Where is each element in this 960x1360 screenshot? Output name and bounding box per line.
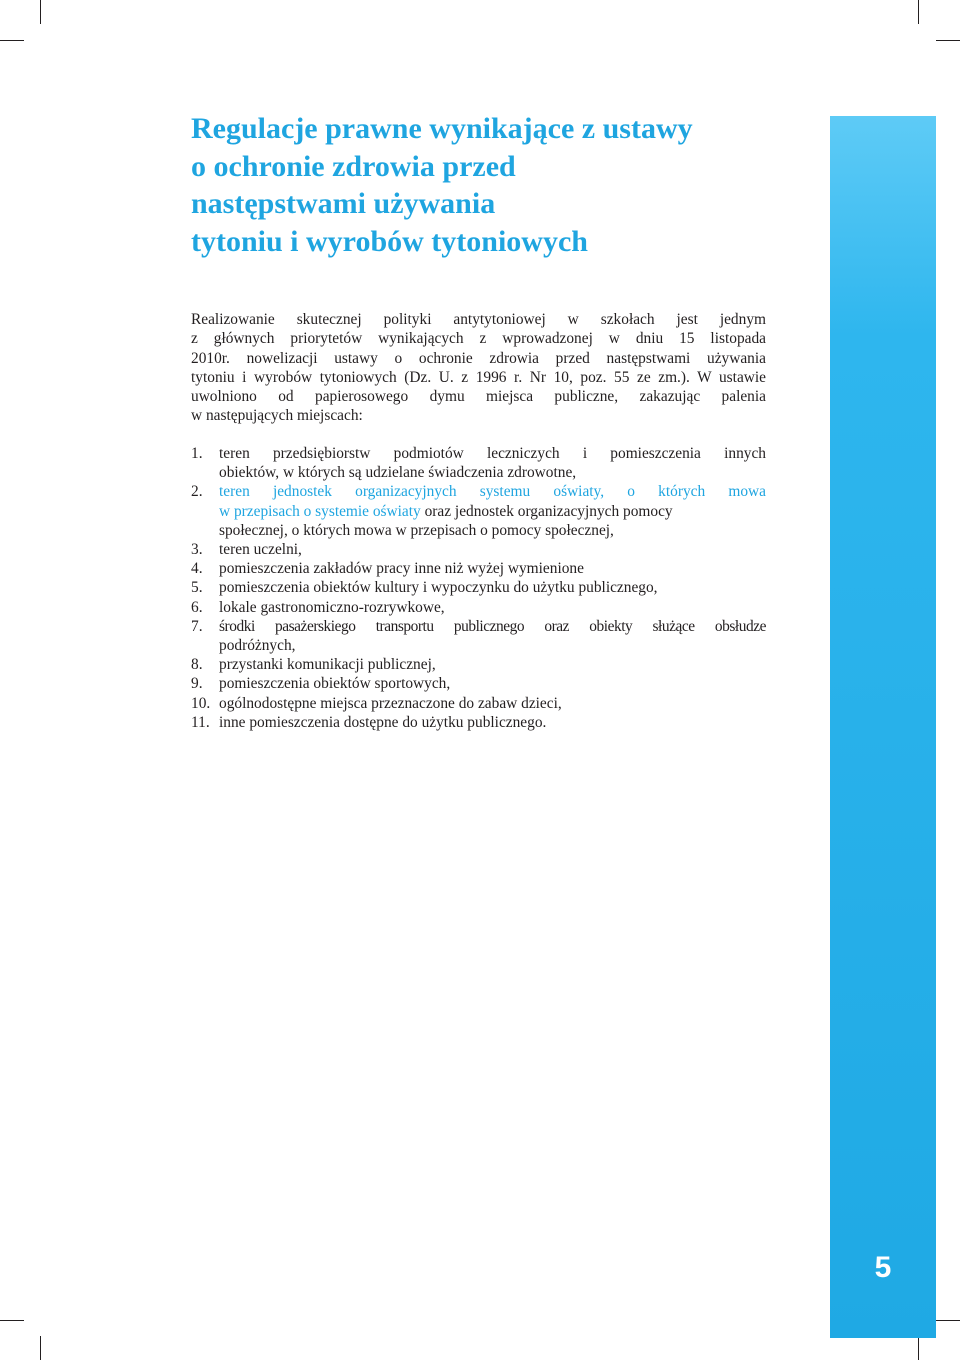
title-line: Regulacje prawne wynikające z ustawy xyxy=(191,112,693,145)
list-item-number: 9. xyxy=(191,675,203,693)
list-item-text: obiektów, w których są udzielane świadczenia zdrowotne, xyxy=(219,464,577,482)
intro-line: uwolniono od papierosowego dymu miejsca publiczne, zakazując palenia xyxy=(191,388,766,405)
title-line: następstwami używania xyxy=(191,187,496,220)
crop-mark xyxy=(0,40,24,41)
list-item-number: 4. xyxy=(191,560,203,578)
crop-mark xyxy=(936,40,960,41)
intro-line: z głównych priorytetów wynikających z wprowadzonej w dniu 15 listopada xyxy=(191,330,766,348)
list-item xyxy=(191,674,766,693)
list-item-number: 11. xyxy=(191,713,210,731)
list-item-text: teren jednostek organizacyjnych systemu oświaty, o których mowa xyxy=(219,483,766,501)
list-item-text: teren przedsiębiorstw podmiotów leczniczych i pomieszczenia innych xyxy=(219,445,766,462)
intro-line: 2010r. nowelizacji ustawy o ochronie zdrowia przed następstwami używania xyxy=(191,349,766,367)
list-item-number: 1. xyxy=(191,445,203,462)
crop-mark xyxy=(40,1336,41,1360)
list-item-number: 3. xyxy=(191,541,203,559)
intro-line: Realizowanie skutecznej polityki antytytoniowej w szkołach jest jednym xyxy=(191,311,766,328)
list-item xyxy=(191,559,766,578)
list-item-text: podróżnych, xyxy=(219,637,296,655)
title-line: o ochronie zdrowia przed xyxy=(191,149,516,183)
crop-mark xyxy=(936,1320,960,1321)
list-item-number: 10. xyxy=(191,694,211,712)
intro-line: w następujących miejscach: xyxy=(191,407,363,425)
list-item xyxy=(191,694,766,713)
crop-mark xyxy=(918,1336,919,1360)
list-item-text: teren uczelni, xyxy=(219,541,302,559)
list-item-text: pomieszczenia obiektów kultury i wypoczynku do użytku publicznego, xyxy=(219,579,658,597)
list-item-number: 8. xyxy=(191,656,203,674)
crop-mark xyxy=(40,0,41,24)
page-title xyxy=(191,110,811,260)
list-item-text: oraz jednostek organizacyjnych pomocy xyxy=(420,502,673,520)
intro-line: tytoniu i wyrobów tytoniowych (Dz. U. z 1996 r. Nr 10, poz. 55 ze zm.). W ustawie xyxy=(191,368,766,386)
list-item xyxy=(191,578,766,597)
smoking-ban-locations-list xyxy=(191,444,766,732)
highlighted-text: w przepisach o systemie oświaty xyxy=(219,502,421,520)
list-item-text: lokale gastronomiczno-rozrywkowe, xyxy=(219,598,445,616)
title-line: tytoniu i wyrobów tytoniowych xyxy=(191,224,588,258)
list-item-number: 5. xyxy=(191,579,203,597)
list-item xyxy=(191,598,766,617)
list-item xyxy=(191,482,766,540)
list-item xyxy=(191,713,766,732)
page-number: 5 xyxy=(874,1251,892,1284)
list-item-text: pomieszczenia zakładów pracy inne niż wyżej wymienione xyxy=(219,560,584,578)
list-item xyxy=(191,655,766,674)
list-item-number: 7. xyxy=(191,617,203,635)
page-tab-sidebar xyxy=(830,116,936,1338)
list-item-number: 6. xyxy=(191,598,203,616)
list-item xyxy=(191,444,766,482)
list-item-text: środki pasażerskiego transportu publicznego oraz obiekty służące obsłudze xyxy=(219,617,766,635)
intro-paragraph xyxy=(191,310,766,426)
list-item-text: pomieszczenia obiektów sportowych, xyxy=(219,675,451,693)
list-item-text: przystanki komunikacji publicznej, xyxy=(219,656,436,674)
list-item-text: inne pomieszczenia dostępne do użytku publicznego. xyxy=(219,713,547,731)
list-item xyxy=(191,540,766,559)
crop-mark xyxy=(0,1320,24,1321)
list-item-text: społecznej, o których mowa w przepisach o pomocy społecznej, xyxy=(219,521,614,539)
list-item-number: 2. xyxy=(191,483,203,501)
list-item-text: ogólnodostępne miejsca przeznaczone do zabaw dzieci, xyxy=(219,694,562,712)
crop-mark xyxy=(918,0,919,24)
list-item xyxy=(191,617,766,655)
